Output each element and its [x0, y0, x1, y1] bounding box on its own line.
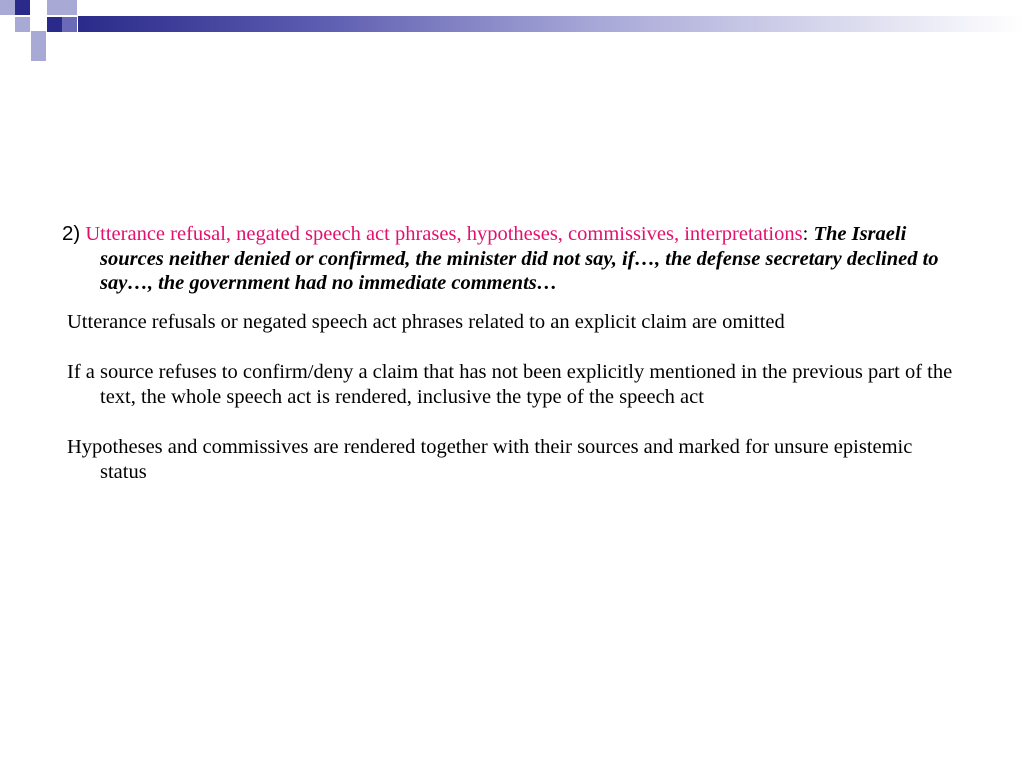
- statement-paragraph: Hypotheses and commissives are rendered together with their sources and marked for unsure epistemic status: [67, 436, 913, 483]
- decor-square: [0, 0, 15, 15]
- slide-body: [62, 222, 962, 510]
- point-colon: :: [802, 223, 809, 245]
- point-number: 2): [62, 222, 81, 245]
- decor-square: [47, 17, 62, 32]
- point-heading: Utterance refusal, negated speech act phrases, hypotheses, commissives, interpretations: [85, 223, 803, 245]
- decor-square: [47, 0, 62, 15]
- header-gradient-bar: [78, 16, 1024, 32]
- decor-square: [15, 17, 30, 32]
- decor-square: [31, 31, 46, 46]
- decor-square: [31, 46, 46, 61]
- statement-paragraph: If a source refuses to confirm/deny a claim that has not been explicitly mentioned in the previous part of the text, the whole speech act is rendered, inclusive the type of the speech act: [67, 361, 953, 408]
- decor-square: [15, 0, 30, 15]
- numbered-point: [62, 222, 962, 296]
- decor-square: [62, 0, 77, 15]
- point-example: The Israeli sources neither denied or confirmed, the minister did not say, if…, the defense secretary declined to say…, the government had no immediate comments…: [100, 223, 939, 294]
- statement-paragraph: Utterance refusals or negated speech act phrases related to an explicit claim are omitted: [67, 310, 785, 333]
- decor-square: [62, 17, 77, 32]
